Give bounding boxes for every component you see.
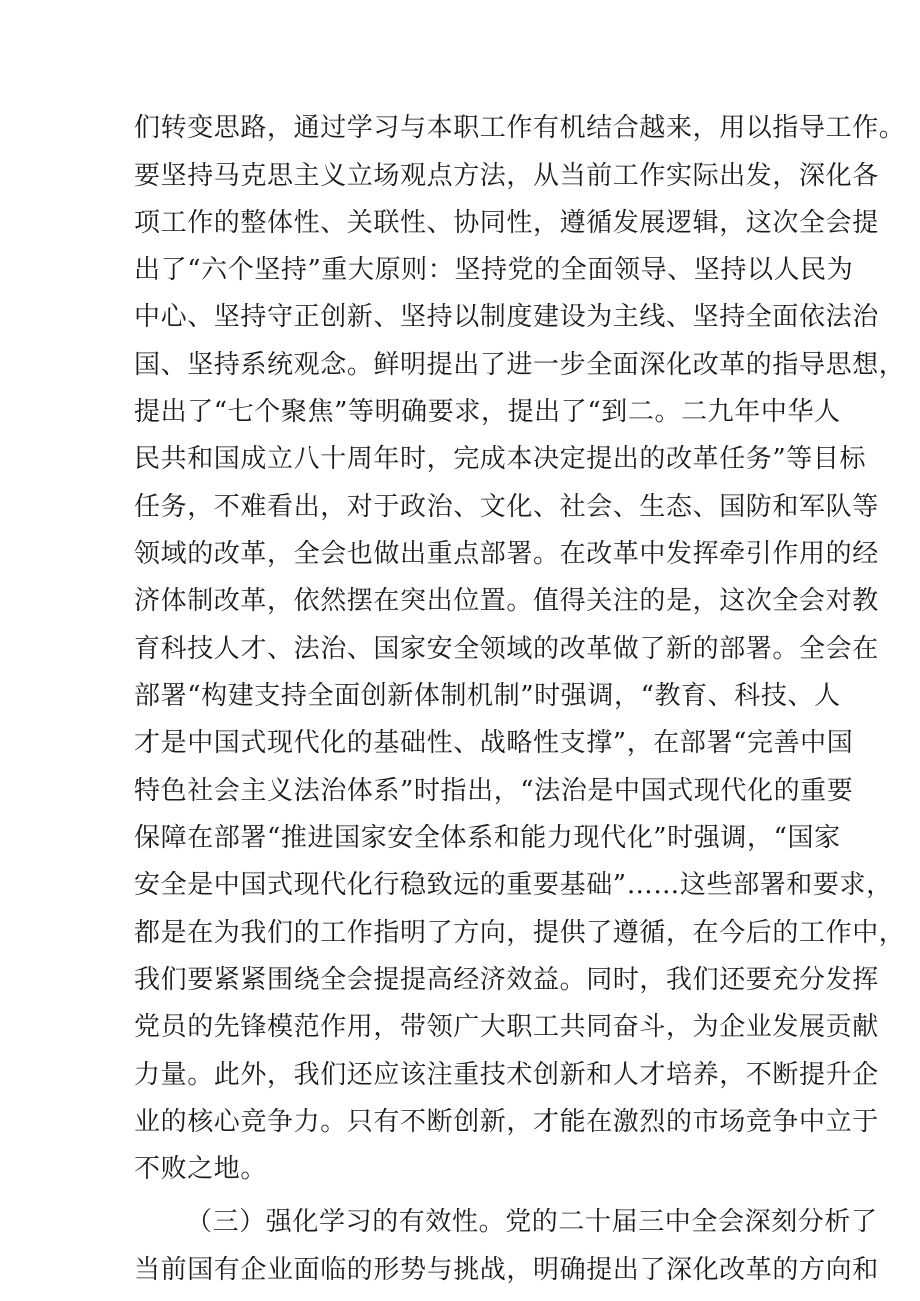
text-line: 领域的改革，全会也做出重点部署。在改革中发挥牵引作用的经 <box>134 539 879 569</box>
text-line: 出了“六个坚持”重大原则：坚持党的全面领导、坚持以人民为 <box>134 255 854 285</box>
text-line: 民共和国成立八十周年时，完成本决定提出的改革任务”等目标 <box>134 444 867 474</box>
text-line: 们转变思路，通过学习与本职工作有机结合越来，用以指导工作。 <box>134 113 906 143</box>
text-line: 育科技人才、法治、国家安全领域的改革做了新的部署。全会在 <box>134 634 879 664</box>
text-line: 都是在为我们的工作指明了方向，提供了遵循，在今后的工作中， <box>134 918 906 948</box>
text-line: 保障在部署“推进国家安全体系和能力现代化”时强调，“国家 <box>134 823 841 853</box>
text-line: 要坚持马克思主义立场观点方法，从当前工作实际出发，深化各 <box>134 161 879 191</box>
text-line: 业的核心竞争力。只有不断创新，才能在激烈的市场竞争中立于 <box>134 1107 879 1137</box>
text-line: 特色社会主义法治体系”时指出，“法治是中国式现代化的重要 <box>134 776 854 806</box>
text-line: 我们要紧紧围绕全会提提高经济效益。同时，我们还要充分发挥 <box>134 965 879 995</box>
text-line: 力量。此外，我们还应该注重技术创新和人才培养，不断提升企 <box>134 1060 879 1090</box>
text-line: 中心、坚持守正创新、坚持以制度建设为主线、坚持全面依法治 <box>134 302 879 332</box>
text-line: 安全是中国式现代化行稳致远的重要基础”……这些部署和要求， <box>134 870 893 900</box>
text-line: 不败之地。 <box>134 1154 268 1184</box>
text-line: 部署“构建支持全面创新体制机制”时强调，“教育、科技、人 <box>134 681 841 711</box>
text-line: 济体制改革，依然摆在突出位置。值得关注的是，这次全会对教 <box>134 586 879 616</box>
text-line: 项工作的整体性、关联性、协同性，遵循发展逻辑，这次全会提 <box>134 208 879 238</box>
text-line: 国、坚持系统观念。鲜明提出了进一步全面深化改革的指导思想， <box>134 350 906 380</box>
text-line: 党员的先锋模范作用，带领广大职工共同奋斗，为企业发展贡献 <box>134 1012 879 1042</box>
text-line: 任务，不难看出，对于政治、文化、社会、生态、国防和军队等 <box>134 492 879 522</box>
section-heading-line: （三）强化学习的有效性。党的二十届三中全会深刻分析了 <box>186 1207 878 1237</box>
text-line: 提出了“七个聚焦”等明确要求，提出了“到二。二九年中华人 <box>134 397 841 427</box>
text-line: 当前国有企业面临的形势与挑战，明确提出了深化改革的方向和 <box>134 1255 879 1285</box>
text-line: 才是中国式现代化的基础性、战略性支撑”，在部署“完善中国 <box>134 728 854 758</box>
